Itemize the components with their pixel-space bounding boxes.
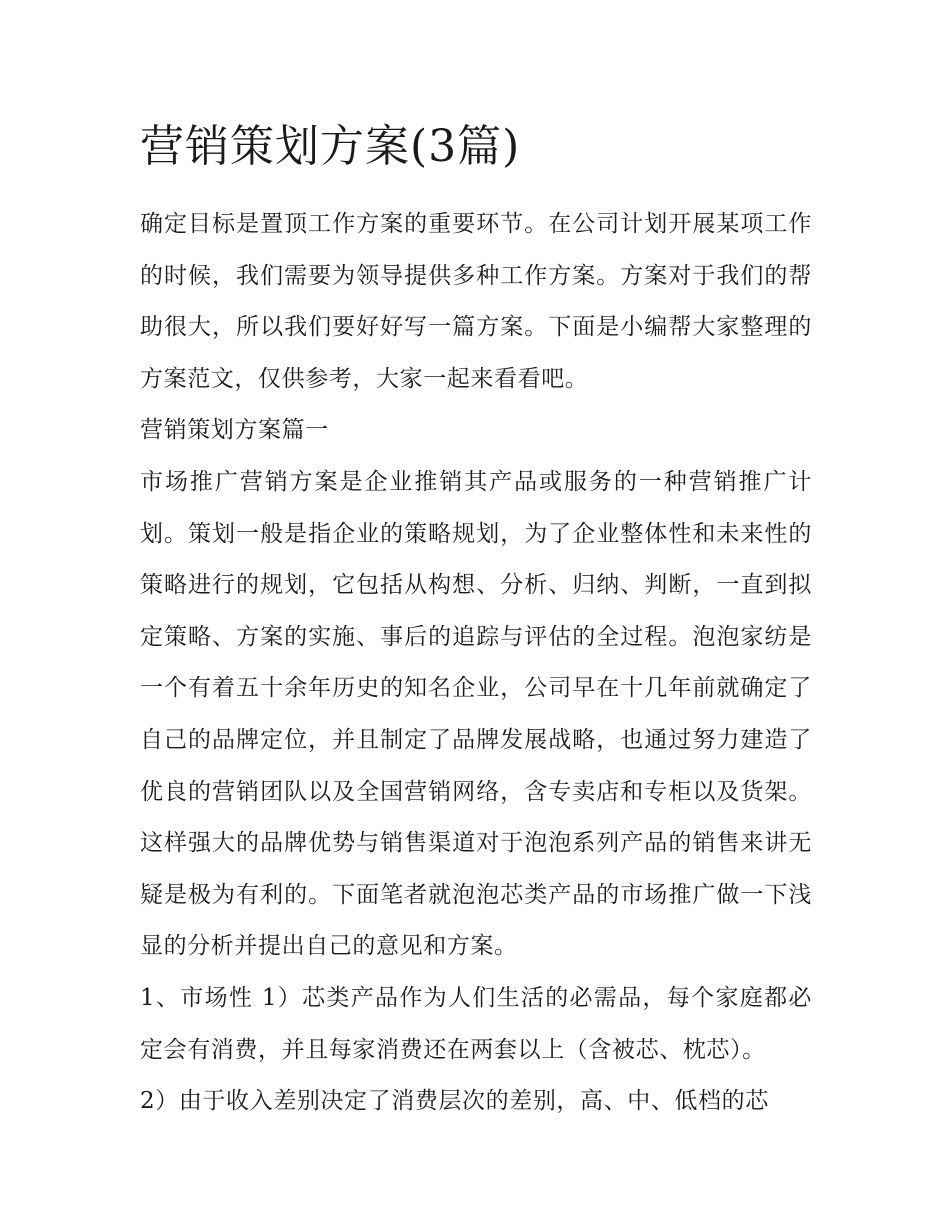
section-heading: 营销策划方案篇一 [140,417,329,444]
body-paragraph: 1、市场性 1）芯类产品作为人们生活的必需品，每个家庭都必定会有消费，并且每家消费还在两套以上（含被芯、枕芯）。 [140,984,812,1063]
body-paragraph: 市场推广营销方案是企业推销其产品或服务的一种营销推广计划。策划一般是指企业的策略规划，为了企业整体性和未来性的策略进行的规划，它包括从构想、分析、归纳、判断，一直到拟定策略、方案的实施、事后的追踪与评估的全过程。泡泡家纺是一个有着五十余年历史的知名企业，公司早在十几年前就确定了自己的品牌定位，并且制定了品牌发展战略，也通过努力建造了优良的营销团队以及全国营销网络，含专卖店和专柜以及货架。这样强大的品牌优势与销售渠道对于泡泡系列产品的销售来讲无疑是极为有利的。下面笔者就泡泡芯类产品的市场推广做一下浅显的分析并提出自己的意见和方案。 [140,468,812,960]
intro-paragraph: 确定目标是置顶工作方案的重要环节。在公司计划开展某项工作的时候，我们需要为领导提供多种工作方案。方案对于我们的帮助很大，所以我们要好好写一篇方案。下面是小编帮大家整理的方案范文，仅供参考，大家一起来看看吧。 [140,211,812,392]
body-paragraph: 2）由于收入差别决定了消费层次的差别，高、中、低档的芯 [140,1088,769,1115]
document-page [140,112,812,1128]
document-title: 营销策划方案(3篇) [140,121,521,172]
